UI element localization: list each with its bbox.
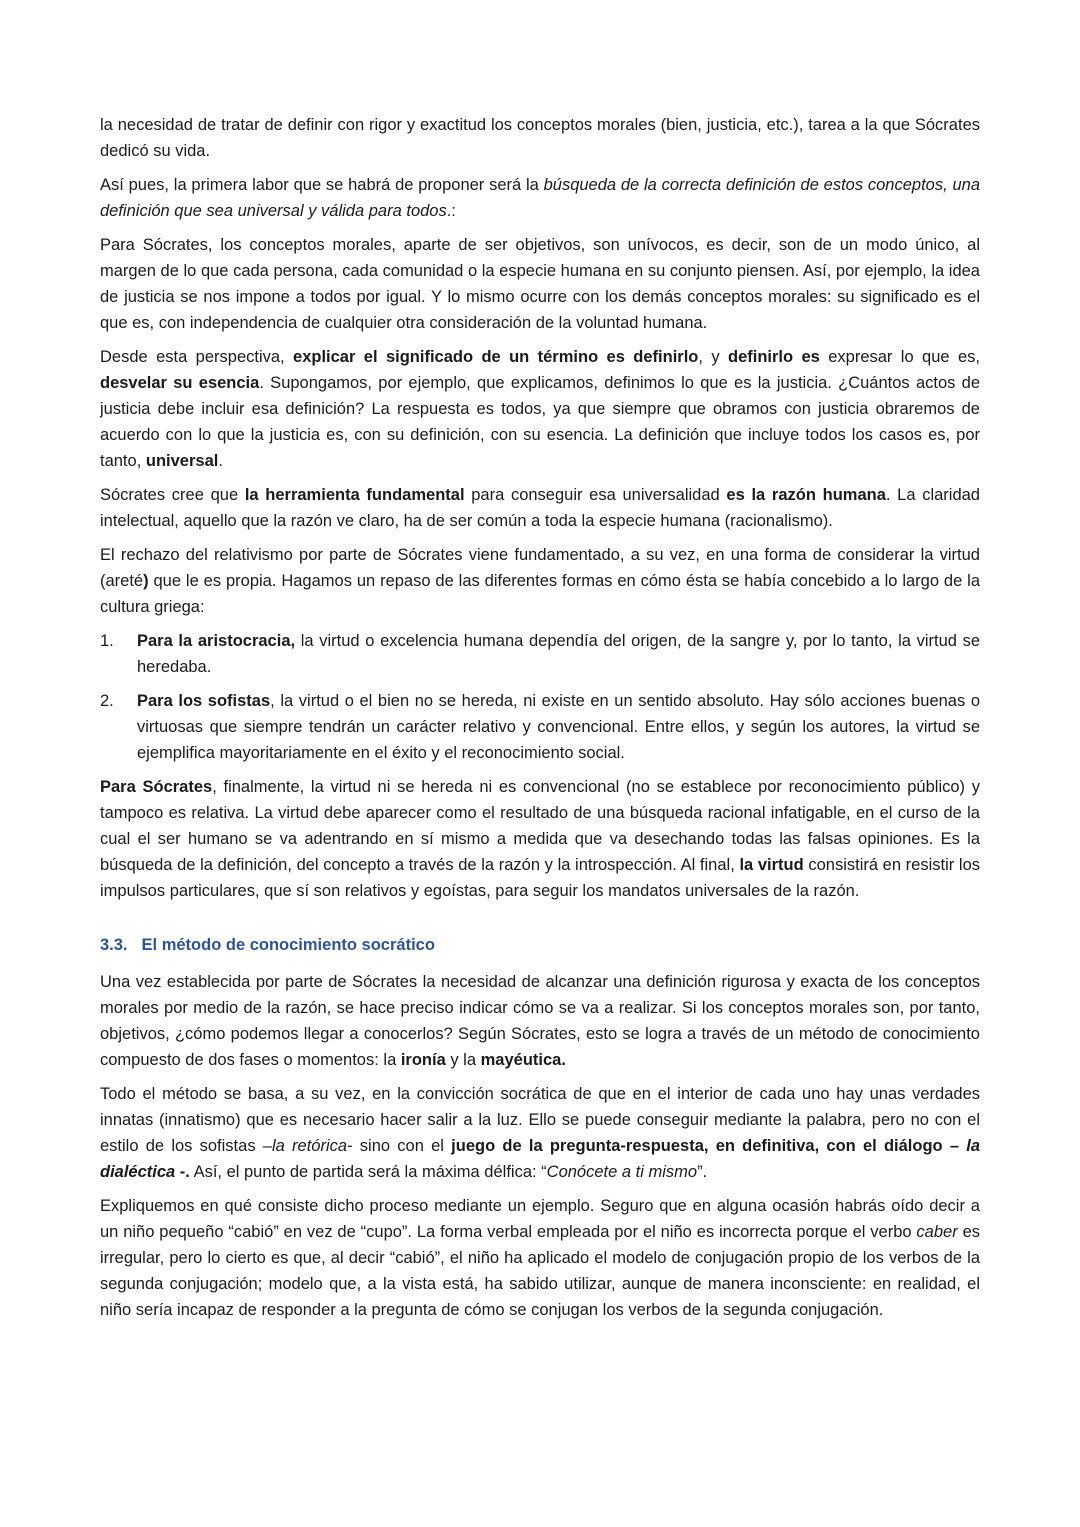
text-run: es la razón humana bbox=[726, 486, 886, 504]
paragraph bbox=[100, 172, 980, 224]
list-text bbox=[137, 688, 980, 766]
section-number: 3.3. bbox=[100, 936, 128, 954]
text-run: Sócrates cree que bbox=[100, 486, 245, 504]
text-run: que le es propia. Hagamos un repaso de las diferentes formas en cómo ésta se había concebido a lo largo de la cultura griega: bbox=[100, 572, 980, 616]
section-heading bbox=[100, 932, 980, 958]
text-run: Para Sócrates, los conceptos morales, aparte de ser objetivos, son unívocos, es decir, son de un modo único, al margen de lo que cada persona, cada comunidad o la especie humana en su conjunto piensen. Así, por ejemplo, la idea de justicia se nos impone a todos por igual. Y lo mismo ocurre con los demás conceptos morales: su significado es el que es, con independencia de cualquier otra consideración de la voluntad humana. bbox=[100, 236, 980, 332]
text-run: Para la aristocracia, bbox=[137, 632, 296, 650]
paragraph bbox=[100, 1081, 980, 1185]
text-run: la virtud o excelencia humana dependía del origen, de la sangre y, por lo tanto, la virtud se heredaba. bbox=[137, 632, 981, 676]
text-run: Conócete a ti mismo bbox=[546, 1163, 698, 1181]
text-run: , y bbox=[698, 348, 728, 366]
paragraph bbox=[100, 774, 980, 904]
text-run: para conseguir esa universalidad bbox=[464, 486, 727, 504]
text-run: expresar lo que es, bbox=[819, 348, 980, 366]
text-run: Así pues, la primera labor que se habrá de proponer será la bbox=[100, 176, 544, 194]
text-run: Así, el punto de partida será la máxima délfica: “ bbox=[189, 1163, 547, 1181]
text-run: definirlo es bbox=[728, 348, 820, 366]
text-run: Todo el método se basa, a su vez, en la convicción socrática de que en el interior de cada uno hay unas verdades innatas (innatismo) que es necesario hacer salir a la luz. Ello se puede conseguir mediante la palabra, pero no con el estilo de los sofistas – bbox=[100, 1085, 980, 1155]
text-run: universal bbox=[145, 452, 219, 470]
text-run: Desde esta perspectiva, bbox=[100, 348, 294, 366]
text-run: caber bbox=[916, 1223, 958, 1241]
paragraph bbox=[100, 969, 980, 1073]
text-run: la dialéctica bbox=[100, 1137, 980, 1181]
text-run: ”. bbox=[697, 1163, 708, 1181]
list-item bbox=[100, 688, 980, 766]
text-run: la necesidad de tratar de definir con rigor y exactitud los conceptos morales (bien, justicia, etc.), tarea a la que Sócrates dedicó su vida. bbox=[100, 116, 980, 160]
text-run: -. bbox=[175, 1163, 190, 1181]
text-run: y la bbox=[445, 1051, 481, 1069]
paragraph bbox=[100, 232, 980, 336]
text-run: . Supongamos, por ejemplo, que explicamos, definimos lo que es la justicia. ¿Cuántos actos de justicia debe incluir esa definición? La respuesta es todos, ya que siempre que obramos con justicia obraremos de acuerdo con lo que la justicia es, con su definición, con su esencia. La definición que incluye todos los casos es, por tanto, bbox=[100, 374, 981, 470]
text-run: El rechazo del relativismo por parte de Sócrates viene fundamentado, a su vez, en una forma de considerar la virtud (areté bbox=[100, 546, 980, 590]
text-run: la retórica bbox=[271, 1137, 348, 1155]
text-run: Una vez establecida por parte de Sócrates la necesidad de alcanzar una definición rigurosa y exacta de los conceptos morales por medio de la razón, se hace preciso indicar cómo se va a realizar. Si los conceptos morales son, por tanto, objetivos, ¿cómo podemos llegar a conocerlos? Según Sócrates, esto se logra a través de un método de conocimiento compuesto de dos fases o momentos: la bbox=[100, 973, 980, 1069]
text-run: es irregular, pero lo cierto es que, al decir “cabió”, el niño ha aplicado el modelo de conjugación propio de los verbos de la segunda conjugación; modelo que, a la vista está, ha sabido utilizar, aunque de manera inconsciente: en realidad, el niño sería incapaz de responder a la pregunta de cómo se conjugan los verbos de la segunda conjugación. bbox=[100, 1223, 980, 1319]
text-run: ) bbox=[143, 572, 149, 590]
text-run: desvelar su esencia bbox=[100, 374, 260, 392]
text-run: explicar el significado de un término es definirlo bbox=[293, 348, 699, 366]
text-run: . bbox=[218, 452, 223, 470]
text-run: , finalmente, la virtud ni se hereda ni es convencional (no se establece por reconocimiento público) y tampoco es relativa. La virtud debe aparecer como el resultado de una búsqueda racional infatigable, en el curso de la cual el ser humano se va adentrando en sí mismo a medida que va desechando todas las falsas opiniones. Es la búsqueda de la definición, del concepto a través de la razón y la introspección. Al final, bbox=[100, 778, 980, 874]
text-run: ironía bbox=[400, 1051, 446, 1069]
text-run: Expliquemos en qué consiste dicho proceso mediante un ejemplo. Seguro que en alguna ocasión habrás oído decir a un niño pequeño “cabió” en vez de “cupo”. La forma verbal empleada por el niño es incorrecta porque el verbo bbox=[100, 1197, 980, 1241]
paragraph bbox=[100, 542, 980, 620]
text-run: , la virtud o el bien no se hereda, ni existe en un sentido absoluto. Hay sólo acciones buenas o virtuosas que siempre tendrán un carácter relativo y convencional. Entre ellos, y según los autores, la virtud se ejemplifica mayoritariamente en el éxito y el reconocimiento social. bbox=[137, 692, 980, 762]
paragraph bbox=[100, 482, 980, 534]
text-run: Para los sofistas bbox=[137, 692, 271, 710]
list-text bbox=[137, 628, 980, 680]
text-run: la virtud bbox=[739, 856, 804, 874]
text-run: búsqueda de la correcta definición de estos conceptos, una definición que sea universal y válida para todos bbox=[100, 176, 980, 220]
paragraph bbox=[100, 1193, 980, 1323]
list-number: 2. bbox=[100, 692, 114, 710]
paragraph bbox=[100, 344, 980, 474]
text-run: - sino con el bbox=[347, 1137, 452, 1155]
text-run: .: bbox=[446, 202, 456, 220]
text-run: Para Sócrates bbox=[100, 778, 213, 796]
paragraph bbox=[100, 112, 980, 164]
section-title: El método de conocimiento socrático bbox=[141, 936, 435, 954]
text-run: consistirá en resistir los impulsos particulares, que sí son relativos y egoístas, para seguir los mandatos universales de la razón. bbox=[100, 856, 980, 900]
text-run: . La claridad intelectual, aquello que la razón ve claro, ha de ser común a toda la especie humana (racionalismo). bbox=[100, 486, 980, 530]
document-body bbox=[100, 112, 980, 1323]
list-number: 1. bbox=[100, 632, 114, 650]
text-run: juego de la pregunta-respuesta, en definitiva, con el diálogo – bbox=[451, 1137, 967, 1155]
text-run: mayéutica. bbox=[480, 1051, 566, 1069]
list-item bbox=[100, 628, 980, 680]
text-run: la herramienta fundamental bbox=[244, 486, 465, 504]
